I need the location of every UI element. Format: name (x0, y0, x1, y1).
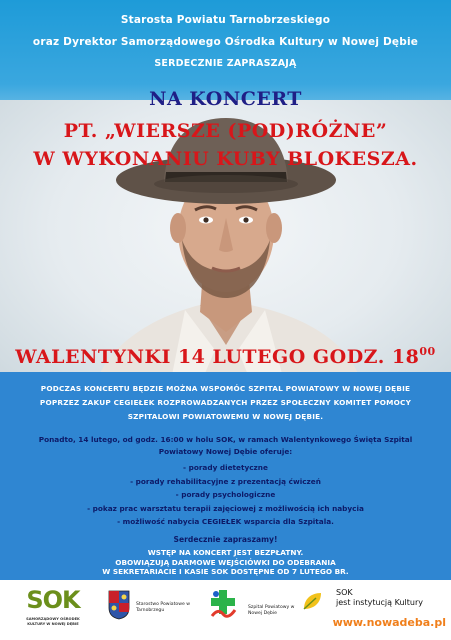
sok-logo-letters: SOK (26, 586, 80, 614)
sok-institution-note (336, 588, 446, 608)
county-crest-icon (108, 590, 130, 620)
time-minutes: 00 (419, 345, 436, 358)
note-pickup: W SEKRETARIACIE I KASIE SOK DOSTĘPNE OD 7 LUTEGO BR. (102, 567, 349, 576)
offer-list (20, 461, 431, 529)
starostwo-label: Starostwo Powiatowe w Tarnobrzegu (136, 602, 191, 613)
charity-paragraph: PODCZAS KONCERTU BĘDZIE MOŻNA WSPOMÓC SZPITAL POWIATOWY W NOWEJ DĘBIE POPRZEZ ZAKUP CEGIEŁEK ROZPROWADZANYCH PRZEZ SPOŁECZNY KOMITET POMOCY SZPITALOWI POWIATOWEMU W NOWEJ DĘBIE. (39, 384, 412, 421)
list-item: - porady rehabilitacyjne z prezentacją ćwiczeń (130, 476, 321, 486)
hospital-logo-icon (208, 588, 238, 622)
sok-logo (18, 586, 88, 632)
list-item: - możliwość nabycia CEGIEŁEK wsparcia dla Szpitala. (117, 517, 334, 527)
sok-inst-line-2: jest instytucją Kultury (336, 598, 423, 607)
concert-title-line-1: PT. „WIERSZE (POD)RÓŻNE” (63, 120, 388, 142)
date-time-line (0, 345, 451, 368)
concert-heading: NA KONCERT (149, 88, 302, 110)
sok-inst-line-1: SOK (336, 588, 353, 597)
concert-title-line-2: W WYKONANIU KUBY BLOKESZA. (33, 148, 418, 170)
performer-photo (0, 88, 451, 385)
note-free-entry: WSTĘP NA KONCERT JEST BEZPŁATNY. (147, 548, 304, 557)
greeting: Serdecznie zapraszamy! (173, 535, 278, 544)
list-item: - porady dietetyczne (183, 463, 268, 472)
date-text: WALENTYNKI 14 LUTEGO GODZ. 18 (15, 346, 420, 368)
admission-notes (20, 548, 431, 577)
footer-logos (0, 580, 451, 640)
list-item: - porady psychologiczne (175, 490, 276, 500)
organizer-line-2: oraz Dyrektor Samorządowego Ośrodka Kultury w Nowej Dębie (32, 36, 419, 48)
leaf-icon (301, 590, 323, 612)
sok-logo-subtitle: SAMORZĄDOWY OŚRODEK KULTURY W NOWEJ DĘBIE (26, 617, 80, 626)
szpital-label: Szpital Powiatowy w Nowej Dębie (248, 605, 295, 616)
list-item: - pokaz prac warsztatu terapii zajęciowej z możliwością ich nabycia (87, 503, 364, 513)
website-link[interactable]: www.nowadeba.pl (332, 616, 446, 629)
note-tickets: OBOWIĄZUJĄ DARMOWE WEJŚCIÓWKI DO ODEBRANIA (115, 557, 336, 567)
organizer-line-1: Starosta Powiatu Tarnobrzeskiego (120, 14, 331, 26)
invitation-line: SERDECZNIE ZAPRASZAJĄ (154, 58, 297, 69)
offer-intro: Ponadto, 14 lutego, od godz. 16:00 w holu SOK, w ramach Walentynkowego Święta Szpital Powiatowy Nowej Dębie oferuje: (38, 435, 413, 456)
info-band (0, 372, 451, 580)
